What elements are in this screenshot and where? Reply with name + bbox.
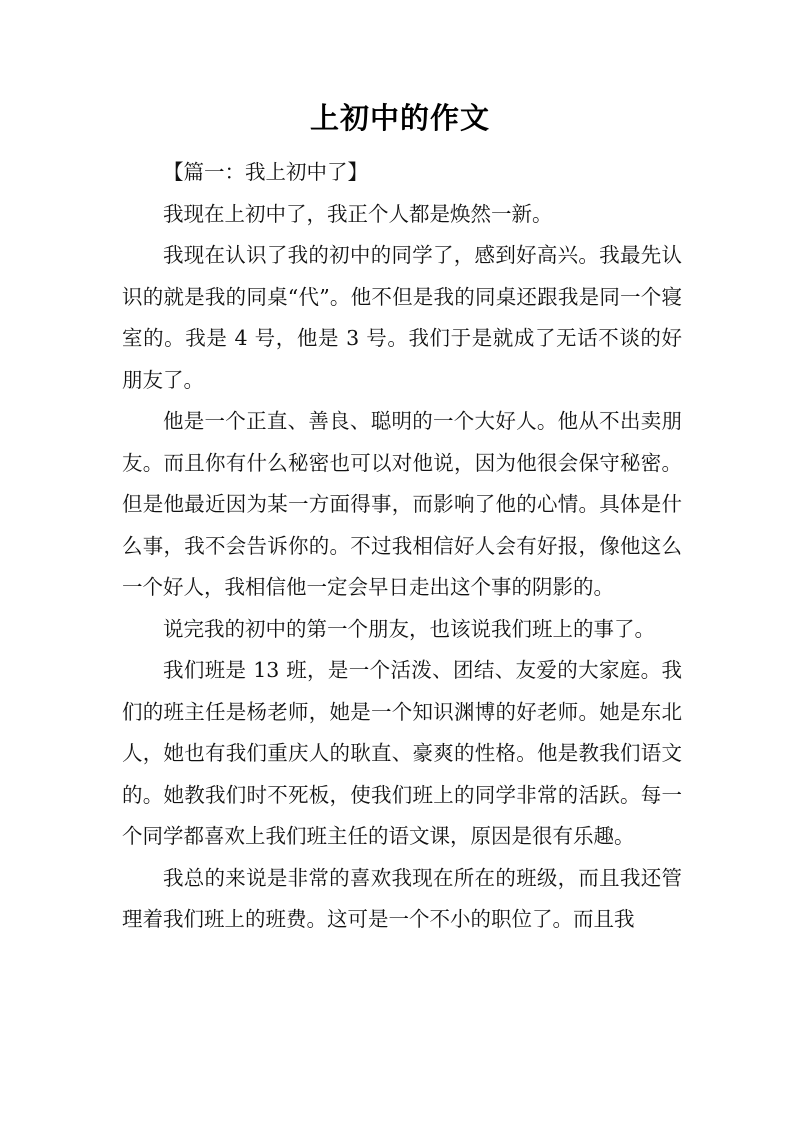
paragraph-3: 他是一个正直、善良、聪明的一个大好人。他从不出卖朋友。而且你有什么秘密也可以对他说，因为他很会保守秘密。但是他最近因为某一方面得事，而影响了他的心情。具体是什么事，我不会告诉你的。不过我相信好人会有好报，像他这么一个好人，我相信他一定会早日走出这个事的阴影的。 <box>122 409 682 599</box>
paragraph-1: 我现在上初中了，我正个人都是焕然一新。 <box>163 201 553 226</box>
section-heading: 【篇一：我上初中了】 <box>163 160 368 184</box>
document-body <box>122 152 682 941</box>
paragraph-4: 说完我的初中的第一个朋友，也该说我们班上的事了。 <box>163 616 655 641</box>
paragraph-2: 我现在认识了我的初中的同学了，感到好高兴。我最先认识的就是我的同桌“代”。他不但是我的同桌还跟我是同一个寝室的。我是 4 号，他是 3 号。我们于是就成了无话不谈的好朋友了。 <box>122 243 682 392</box>
document-title: 上初中的作文 <box>309 101 490 135</box>
paragraph-6: 我总的来说是非常的喜欢我现在所在的班级，而且我还管理着我们班上的班费。这可是一个不小的职位了。而且我 <box>122 865 682 931</box>
paragraph-5: 我们班是 13 班，是一个活泼、团结、友爱的大家庭。我们的班主任是杨老师，她是一个知识渊博的好老师。她是东北人，她也有我们重庆人的耿直、豪爽的性格。他是教我们语文的。她教我们时不死板，使我们班上的同学非常的活跃。每一个同学都喜欢上我们班主任的语文课，原因是很有乐趣。 <box>122 658 682 848</box>
